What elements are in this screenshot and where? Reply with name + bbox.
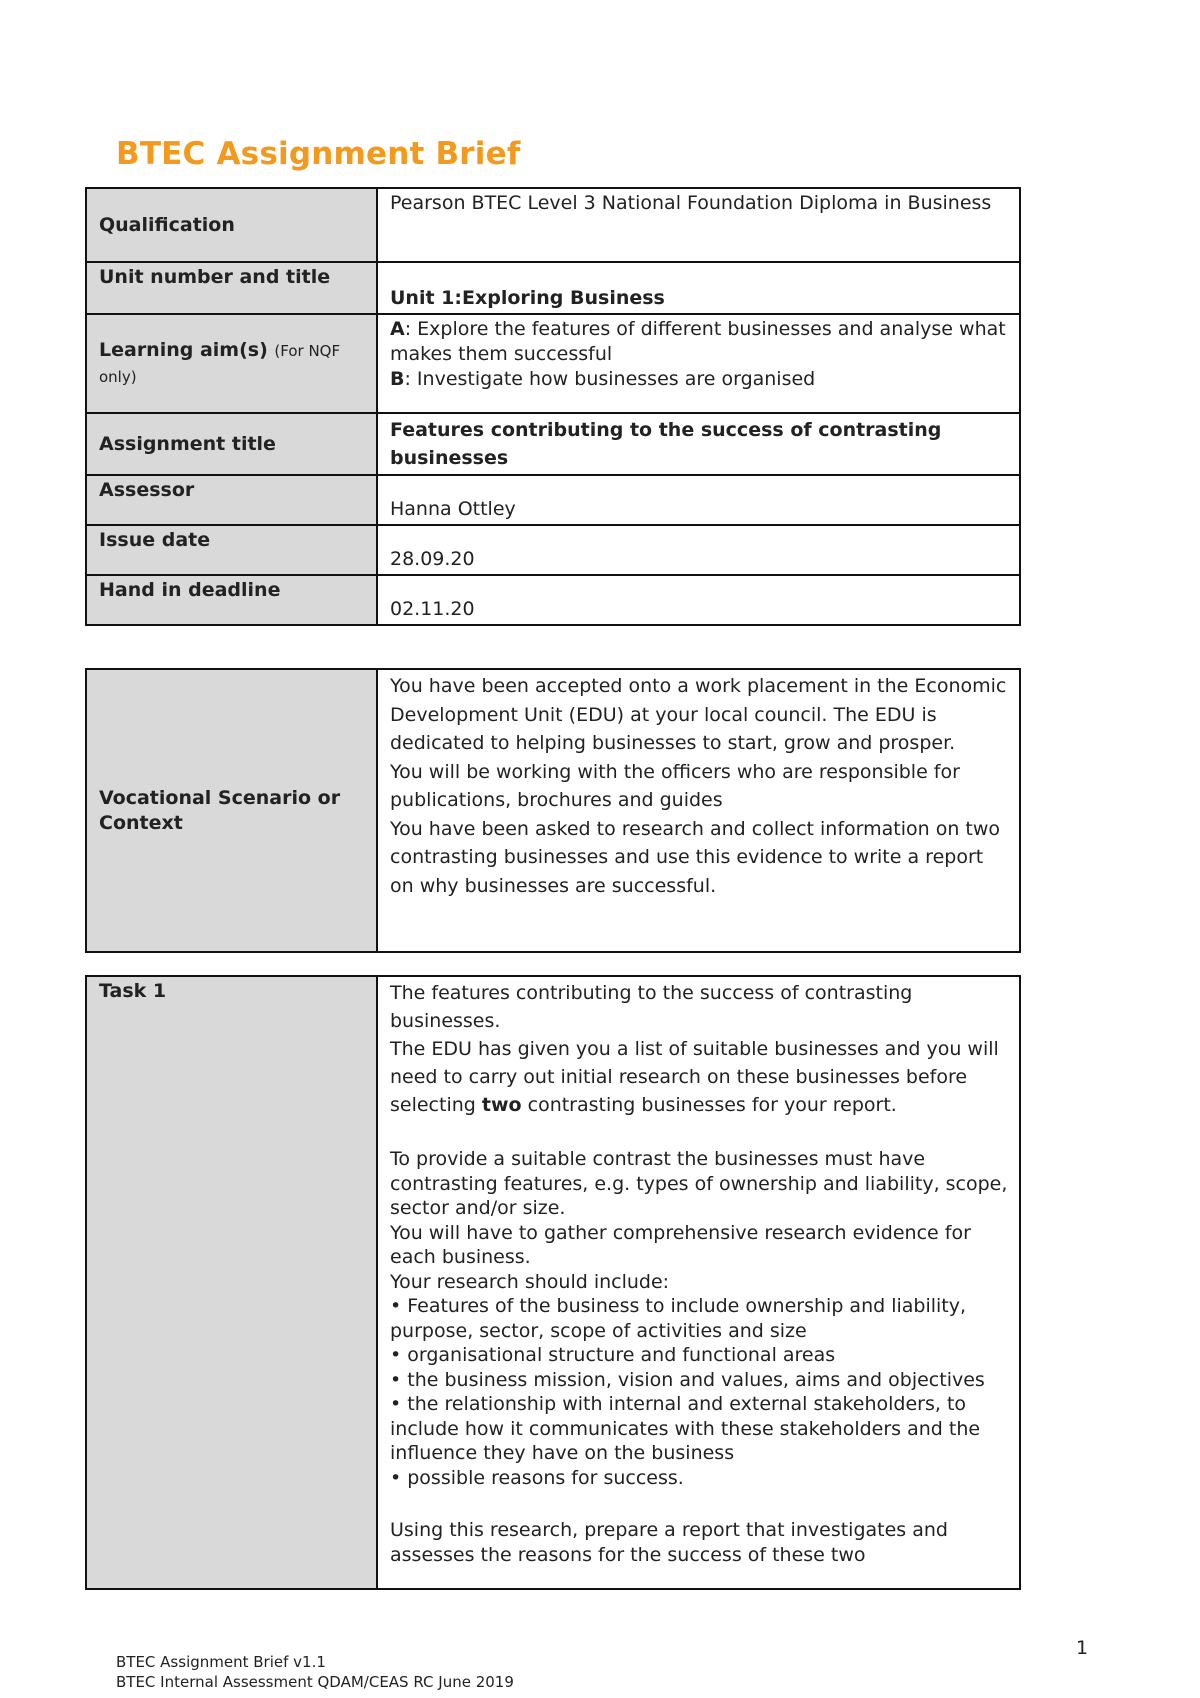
table-row (86, 976, 1020, 1589)
unit-value: Unit 1:Exploring Business (377, 262, 1020, 314)
deadline-label: Hand in deadline (86, 575, 377, 625)
qualification-value: Pearson BTEC Level 3 National Foundation Diploma in Business (377, 188, 1020, 262)
aim-b-key: B (390, 368, 405, 390)
task-bullet: • organisational structure and functional areas (390, 1344, 836, 1366)
table-row (86, 314, 1020, 413)
table-row (86, 575, 1020, 625)
task-paragraph: To provide a suitable contrast the businesses must have contrasting features, e.g. types of ownership and liability, scope, sector and/or size. (390, 1148, 1008, 1219)
unit-label: Unit number and title (86, 262, 377, 314)
assignment-info-table (85, 187, 1021, 626)
scenario-paragraph: You have been accepted onto a work placement in the Economic Development Unit (EDU) at your local council. The EDU is dedicated to helping businesses to start, grow and prosper. (390, 675, 1007, 754)
aim-a-key: A (390, 318, 405, 340)
table-row (86, 475, 1020, 525)
scenario-paragraph: You have been asked to research and collect information on two contrasting businesses and use this evidence to write a report on why businesses are successful. (390, 817, 1001, 897)
scenario-label: Vocational Scenario or Context (86, 669, 377, 952)
learning-aims-note: (For NQF only) (99, 341, 341, 386)
assignment-title-label: Assignment title (86, 413, 377, 475)
scenario-text (377, 669, 1020, 952)
page-number: 1 (1076, 1637, 1089, 1659)
table-row (86, 262, 1020, 314)
qualification-label: Qualification (86, 188, 377, 262)
task-p2-before: The EDU has given you a list of suitable businesses and you will need to carry out initial research on these businesses before selecting (390, 1038, 999, 1116)
scenario-table (85, 668, 1021, 953)
task-paragraph: Using this research, prepare a report that investigates and assesses the reasons for the success of these two (390, 1519, 948, 1566)
issue-date-value: 28.09.20 (377, 525, 1020, 575)
learning-aims-label-text: Learning aim(s) (99, 338, 268, 361)
task-bullet: • Features of the business to include ownership and liability, purpose, sector, scope of activities and size (390, 1295, 967, 1342)
learning-aims-value (377, 314, 1020, 413)
task-p2-bold: two (481, 1094, 522, 1116)
learning-aims-label (86, 314, 377, 413)
assignment-title-value: Features contributing to the success of contrasting businesses (377, 413, 1020, 475)
aim-b-text: : Investigate how businesses are organised (404, 368, 816, 390)
task-paragraph: You will have to gather comprehensive research evidence for each business. (390, 1221, 971, 1268)
issue-date-label: Issue date (86, 525, 377, 575)
task-intro: The features contributing to the success of contrasting businesses. (390, 982, 913, 1032)
table-row (86, 413, 1020, 475)
document-title: BTEC Assignment Brief (116, 136, 521, 172)
task-table (85, 975, 1021, 1590)
task-bullet: • the business mission, vision and values, aims and objectives (390, 1368, 985, 1391)
task-label: Task 1 (86, 976, 377, 1589)
table-row (86, 525, 1020, 575)
aim-a (390, 317, 1009, 367)
table-row (86, 188, 1020, 262)
deadline-value: 02.11.20 (377, 575, 1020, 625)
assessor-value: Hanna Ottley (377, 475, 1020, 525)
scenario-paragraph: You will be working with the officers who are responsible for publications, brochures and guides (390, 760, 960, 811)
task-bullet: • the relationship with internal and external stakeholders, to include how it communicates with these stakeholders and the influence they have on the business (390, 1393, 981, 1464)
spacer (390, 1490, 1009, 1518)
aim-a-text: : Explore the features of different businesses and analyse what makes them successful (390, 318, 1006, 365)
table-row (86, 669, 1020, 952)
task-p2-after: contrasting businesses for your report. (521, 1094, 897, 1116)
assessor-label: Assessor (86, 475, 377, 525)
aim-b (390, 367, 1009, 392)
task-bullet: • possible reasons for success. (390, 1466, 684, 1489)
footer-line-2: BTEC Internal Assessment QDAM/CEAS RC June 2019 (116, 1673, 514, 1691)
task-text (377, 976, 1020, 1589)
task-paragraph: Your research should include: (390, 1270, 670, 1293)
spacer (390, 1119, 1009, 1147)
task-paragraph (390, 1035, 1009, 1119)
footer-line-1: BTEC Assignment Brief v1.1 (116, 1653, 326, 1671)
